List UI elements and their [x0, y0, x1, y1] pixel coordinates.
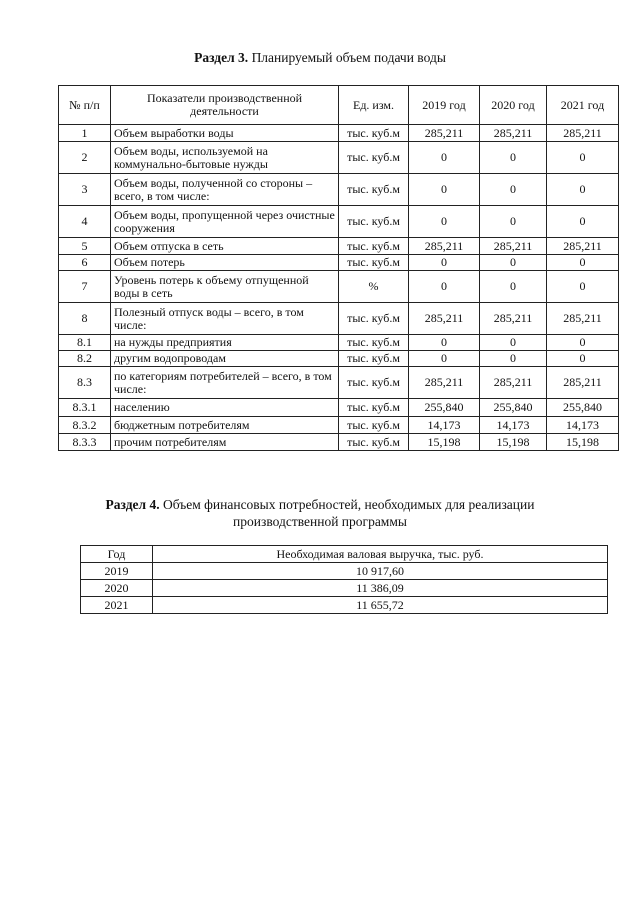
row-value-2019: 285,211	[409, 367, 480, 399]
table-row	[59, 351, 619, 367]
row-num: 8.3	[59, 367, 111, 399]
row-value-2019: 15,198	[409, 434, 480, 451]
header-2021: 2021 год	[547, 86, 619, 125]
row-value-2021: 15,198	[547, 434, 619, 451]
row-num: 4	[59, 206, 111, 238]
row-value-2019: 0	[409, 206, 480, 238]
row-unit: тыс. куб.м	[339, 335, 409, 351]
row-unit: тыс. куб.м	[339, 303, 409, 335]
row-value-2019: 0	[409, 174, 480, 206]
table-row	[59, 303, 619, 335]
row-unit: тыс. куб.м	[339, 255, 409, 271]
table-row	[59, 142, 619, 174]
row-value-2020: 285,211	[480, 367, 547, 399]
water-supply-table-body	[59, 125, 619, 451]
section-4-title-line2: производственной программы	[233, 514, 407, 529]
row-indicator: Полезный отпуск воды – всего, в том числе:	[111, 303, 339, 335]
table-row	[59, 271, 619, 303]
row-unit: тыс. куб.м	[339, 238, 409, 255]
row-unit: тыс. куб.м	[339, 434, 409, 451]
row-indicator: Объем выработки воды	[111, 125, 339, 142]
row-value-2021: 0	[547, 255, 619, 271]
header-revenue: Необходимая валовая выручка, тыс. руб.	[153, 546, 608, 563]
row-indicator: Объем потерь	[111, 255, 339, 271]
table-row	[59, 417, 619, 434]
row-value-2021: 0	[547, 206, 619, 238]
table-header-row	[59, 86, 619, 125]
row-year: 2021	[81, 597, 153, 614]
row-value-2020: 255,840	[480, 399, 547, 417]
row-value-2021: 0	[547, 351, 619, 367]
row-unit: %	[339, 271, 409, 303]
row-num: 5	[59, 238, 111, 255]
table-row	[59, 238, 619, 255]
row-value-2021: 285,211	[547, 125, 619, 142]
row-revenue: 11 655,72	[153, 597, 608, 614]
row-indicator: другим водопроводам	[111, 351, 339, 367]
row-num: 6	[59, 255, 111, 271]
table-row	[59, 255, 619, 271]
row-value-2021: 14,173	[547, 417, 619, 434]
row-value-2019: 14,173	[409, 417, 480, 434]
row-value-2019: 0	[409, 351, 480, 367]
row-value-2019: 0	[409, 271, 480, 303]
header-num: № п/п	[59, 86, 111, 125]
row-indicator: Объем воды, используемой на коммунально-бытовые нужды	[111, 142, 339, 174]
row-value-2019: 285,211	[409, 125, 480, 142]
section-4-title-line1: Объем финансовых потребностей, необходимых для реализации	[162, 497, 535, 512]
row-year: 2019	[81, 563, 153, 580]
section-3-label: Раздел 3.	[194, 50, 249, 65]
financial-needs-table	[80, 545, 608, 614]
header-unit: Ед. изм.	[339, 86, 409, 125]
table-row	[59, 174, 619, 206]
row-unit: тыс. куб.м	[339, 417, 409, 434]
row-indicator: населению	[111, 399, 339, 417]
section-4-label: Раздел 4.	[105, 497, 160, 512]
table-row	[59, 399, 619, 417]
row-value-2020: 0	[480, 255, 547, 271]
row-value-2020: 0	[480, 351, 547, 367]
row-revenue: 11 386,09	[153, 580, 608, 597]
header-2020: 2020 год	[480, 86, 547, 125]
row-revenue: 10 917,60	[153, 563, 608, 580]
row-unit: тыс. куб.м	[339, 367, 409, 399]
table-row	[59, 335, 619, 351]
row-unit: тыс. куб.м	[339, 351, 409, 367]
row-year: 2020	[81, 580, 153, 597]
row-unit: тыс. куб.м	[339, 174, 409, 206]
row-unit: тыс. куб.м	[339, 206, 409, 238]
row-num: 8.2	[59, 351, 111, 367]
table-header-row	[81, 546, 608, 563]
table-row	[81, 597, 608, 614]
row-indicator: Уровень потерь к объему отпущенной воды в сеть	[111, 271, 339, 303]
row-num: 8.3.1	[59, 399, 111, 417]
row-indicator: на нужды предприятия	[111, 335, 339, 351]
row-indicator: Объем отпуска в сеть	[111, 238, 339, 255]
row-value-2021: 0	[547, 335, 619, 351]
row-value-2021: 285,211	[547, 238, 619, 255]
row-value-2021: 0	[547, 271, 619, 303]
section-3-title-text: Планируемый объем подачи воды	[251, 50, 446, 65]
table-row	[59, 206, 619, 238]
row-value-2020: 285,211	[480, 303, 547, 335]
table-row	[59, 367, 619, 399]
table-row	[81, 563, 608, 580]
row-value-2019: 285,211	[409, 303, 480, 335]
row-value-2020: 285,211	[480, 125, 547, 142]
row-indicator: Объем воды, пропущенной через очистные сооружения	[111, 206, 339, 238]
section-3-title	[0, 49, 640, 66]
row-num: 8.1	[59, 335, 111, 351]
section-4-title	[0, 496, 640, 530]
row-value-2019: 255,840	[409, 399, 480, 417]
row-value-2019: 285,211	[409, 238, 480, 255]
table-row	[81, 580, 608, 597]
row-num: 8	[59, 303, 111, 335]
row-value-2020: 0	[480, 142, 547, 174]
row-indicator: прочим потребителям	[111, 434, 339, 451]
row-unit: тыс. куб.м	[339, 399, 409, 417]
row-value-2019: 0	[409, 335, 480, 351]
row-num: 3	[59, 174, 111, 206]
row-num: 7	[59, 271, 111, 303]
row-value-2020: 0	[480, 271, 547, 303]
row-value-2019: 0	[409, 142, 480, 174]
row-value-2021: 0	[547, 142, 619, 174]
row-value-2020: 0	[480, 206, 547, 238]
row-unit: тыс. куб.м	[339, 125, 409, 142]
row-value-2020: 285,211	[480, 238, 547, 255]
row-value-2021: 285,211	[547, 303, 619, 335]
row-value-2020: 0	[480, 174, 547, 206]
row-num: 2	[59, 142, 111, 174]
row-value-2020: 14,173	[480, 417, 547, 434]
row-num: 8.3.3	[59, 434, 111, 451]
financial-needs-table-body	[81, 563, 608, 614]
header-2019: 2019 год	[409, 86, 480, 125]
table-row	[59, 125, 619, 142]
row-value-2021: 0	[547, 174, 619, 206]
row-indicator: бюджетным потребителям	[111, 417, 339, 434]
header-indicator: Показатели производственной деятельности	[111, 86, 339, 125]
table-row	[59, 434, 619, 451]
row-value-2021: 255,840	[547, 399, 619, 417]
row-value-2019: 0	[409, 255, 480, 271]
water-supply-table	[58, 85, 619, 451]
row-indicator: по категориям потребителей – всего, в том числе:	[111, 367, 339, 399]
row-value-2020: 15,198	[480, 434, 547, 451]
header-year: Год	[81, 546, 153, 563]
row-num: 8.3.2	[59, 417, 111, 434]
row-indicator: Объем воды, полученной со стороны – всего, в том числе:	[111, 174, 339, 206]
row-num: 1	[59, 125, 111, 142]
row-unit: тыс. куб.м	[339, 142, 409, 174]
row-value-2020: 0	[480, 335, 547, 351]
row-value-2021: 285,211	[547, 367, 619, 399]
